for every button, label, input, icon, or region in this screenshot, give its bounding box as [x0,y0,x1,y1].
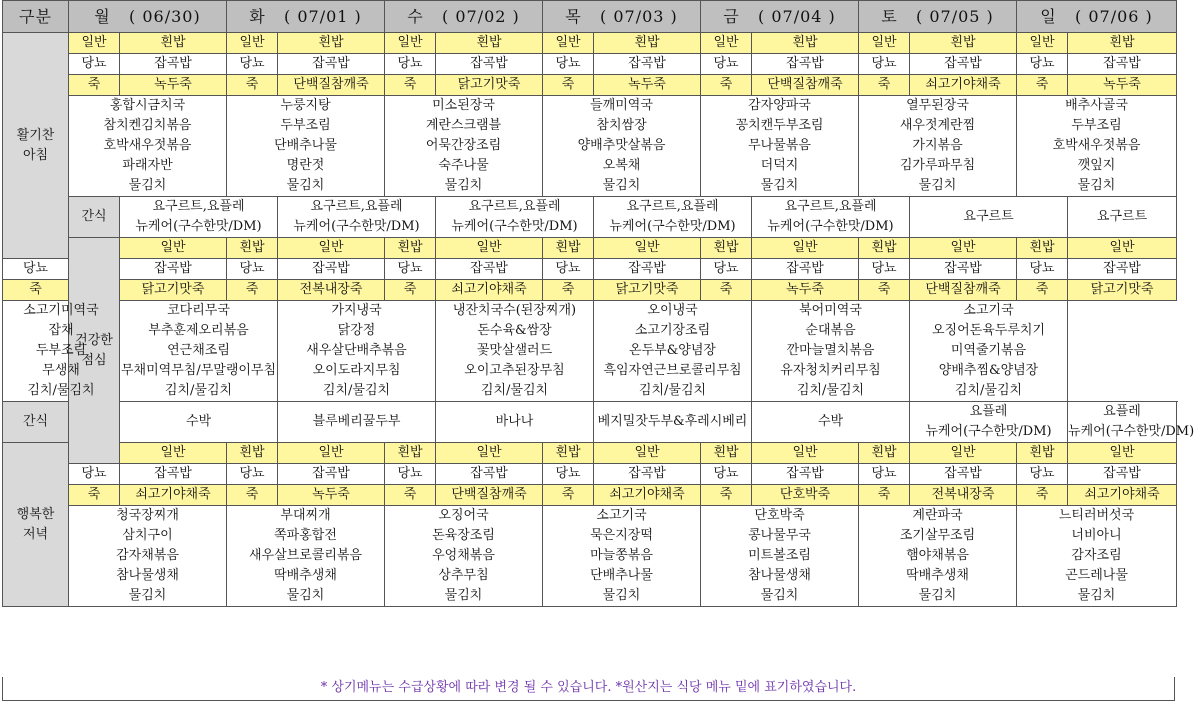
menu-item: 묵은지장떡 [543,526,701,546]
snack-item [278,197,436,238]
option-diabetic: 당뇨 [701,259,752,280]
menu-item: 느티러버섯국 [1017,506,1177,527]
menu-item: 계란스크램블 [385,116,543,136]
option-white: 흰밥 [1068,33,1177,54]
menu-item: 호박새우젓볶음 [1017,136,1177,156]
menu-item: 오징어돈육두루치기 [910,321,1068,341]
menu-item: 미소된장국 [385,96,543,117]
option-grain: 잡곡밥 [436,259,543,280]
menu-item: 우엉채볶음 [385,546,543,566]
option-grain: 잡곡밥 [278,464,385,485]
option-porridge: 죽 [385,280,436,301]
option-diabetic: 당뇨 [859,259,910,280]
menu-item: 닭강정 [278,321,436,341]
day-header-4 [701,1,859,33]
menu-item: 참치켄김치볶음 [69,116,227,136]
porridge-item: 쇠고기야채죽 [436,280,543,301]
option-general: 일반 [436,238,543,259]
snack-item-line2: 뉴케어(구수한맛/DM) [609,219,736,234]
menu-item: 단호박죽 [701,506,859,527]
option-diabetic: 당뇨 [227,259,278,280]
option-grain: 잡곡밥 [1068,54,1177,75]
snack-item-line1: 요구르트,요플레 [468,199,561,214]
option-white: 흰밥 [910,33,1017,54]
porridge-item: 닭고기맛죽 [120,280,227,301]
snack-item [1068,402,1194,443]
option-grain: 잡곡밥 [752,464,859,485]
menu-item: 단배추나물 [227,136,385,156]
option-white: 흰밥 [227,238,278,259]
day-date: ( 07/04 ) [758,6,836,26]
menu-item: 온두부&양념장 [594,341,752,361]
snack-item [910,402,1068,443]
menu-item: 소고기국 [543,506,701,527]
option-general: 일반 [436,443,543,464]
option-porridge: 죽 [385,485,436,506]
menu-item: 햄야채볶음 [859,546,1017,566]
option-diabetic: 당뇨 [227,54,278,75]
menu-item: 물김치 [69,176,227,197]
menu-item: 배추사골국 [1017,96,1177,117]
day-name: 수 [407,6,424,26]
menu-item: 새우젓계란찜 [859,116,1017,136]
snack-item: 바나나 [436,402,594,443]
menu-item: 더덕지 [701,156,859,176]
option-porridge: 죽 [701,485,752,506]
menu-item: 너비아니 [1017,526,1177,546]
menu-item: 호박새우젓볶음 [69,136,227,156]
porridge-item: 닭고기맛죽 [1068,280,1177,301]
option-porridge: 죽 [3,280,69,301]
snack-item-line1: 요구르트,요플레 [310,199,403,214]
porridge-item: 쇠고기야채죽 [594,485,701,506]
snack-item: 요구르트 [910,197,1068,238]
option-white: 흰밥 [701,443,752,464]
option-general: 일반 [69,33,120,54]
option-general: 일반 [227,33,278,54]
menu-item: 돈수육&쌈장 [436,321,594,341]
menu-item: 김치/물김치 [752,381,910,402]
menu-item: 부추훈제오리볶음 [120,321,278,341]
snack-item [120,197,278,238]
meal-label-breakfast: 활기찬 아침 [3,33,69,259]
menu-item: 잡채 [3,321,120,341]
option-general: 일반 [120,238,227,259]
menu-item: 꽃맛살샐러드 [436,341,594,361]
menu-item: 김치/물김치 [120,381,278,402]
menu-item: 연근채조림 [120,341,278,361]
menu-item: 참나물생채 [701,566,859,586]
day-header-3 [543,1,701,33]
option-porridge: 죽 [543,280,594,301]
menu-item: 깻잎지 [1017,156,1177,176]
option-grain: 잡곡밥 [910,259,1017,280]
option-white: 흰밥 [543,238,594,259]
option-general: 일반 [120,443,227,464]
option-grain: 잡곡밥 [1068,464,1177,485]
menu-item: 명란젓 [227,156,385,176]
option-porridge: 죽 [227,280,278,301]
menu-item: 쪽파홍합전 [227,526,385,546]
option-white: 흰밥 [385,238,436,259]
option-diabetic: 당뇨 [385,54,436,75]
porridge-item: 녹두죽 [120,75,227,96]
option-general: 일반 [385,33,436,54]
menu-item: 참치쌈장 [543,116,701,136]
menu-item: 김치/물김치 [436,381,594,402]
menu-item: 물김치 [227,176,385,197]
menu-item: 북어미역국 [752,301,910,322]
menu-item: 숙주나물 [385,156,543,176]
meal-label-lunch: 건강한 점심 [69,238,120,464]
option-porridge: 죽 [227,75,278,96]
option-diabetic: 당뇨 [385,259,436,280]
menu-item: 오이냉국 [594,301,752,322]
option-general: 일반 [752,443,859,464]
menu-item: 단배추나물 [543,566,701,586]
option-porridge: 죽 [385,75,436,96]
option-porridge: 죽 [859,75,910,96]
menu-item: 무채미역무침/무말랭이무침 [120,361,278,381]
option-porridge: 죽 [1017,280,1068,301]
option-white: 흰밥 [436,33,543,54]
option-grain: 잡곡밥 [752,54,859,75]
menu-item: 딱배추생채 [227,566,385,586]
snack-item: 요구르트 [1068,197,1177,238]
option-grain: 잡곡밥 [436,464,543,485]
snack-item: 베지밀잣두부&후레시베리 [594,402,752,443]
option-general: 일반 [1068,443,1177,464]
snack-item [594,197,752,238]
snack-item-line2: 뉴케어(구수한맛/DM) [451,219,578,234]
option-grain: 잡곡밥 [594,54,701,75]
option-diabetic: 당뇨 [701,464,752,485]
menu-item: 돈육장조림 [385,526,543,546]
porridge-item: 녹두죽 [752,280,859,301]
option-grain: 잡곡밥 [594,259,701,280]
menu-item: 콩나물무국 [701,526,859,546]
menu-item: 들깨미역국 [543,96,701,117]
menu-item: 물김치 [1017,586,1177,607]
menu-item: 물김치 [1017,176,1177,197]
menu-item: 소고기미역국 [3,301,120,322]
option-white: 흰밥 [120,33,227,54]
option-grain: 잡곡밥 [910,54,1017,75]
option-grain: 잡곡밥 [752,259,859,280]
menu-item: 곤드레나물 [1017,566,1177,586]
option-grain: 잡곡밥 [910,464,1017,485]
option-diabetic: 당뇨 [3,259,69,280]
snack-item-line2: 뉴케어(구수한맛/DM) [767,219,894,234]
option-general: 일반 [752,238,859,259]
menu-item: 유자청치커리무침 [752,361,910,381]
menu-item: 꽁치캔두부조림 [701,116,859,136]
option-porridge: 죽 [543,75,594,96]
menu-item: 깐마늘멸치볶음 [752,341,910,361]
porridge-item: 쇠고기야채죽 [1068,485,1177,506]
option-porridge: 죽 [1017,485,1068,506]
snack-item: 수박 [120,402,278,443]
menu-item: 오징어국 [385,506,543,527]
option-grain: 잡곡밥 [120,259,227,280]
option-white: 흰밥 [1017,238,1068,259]
menu-item: 오이고추된장무침 [436,361,594,381]
porridge-item: 녹두죽 [1068,75,1177,96]
menu-item: 어묵간장조림 [385,136,543,156]
option-porridge: 죽 [701,75,752,96]
menu-item: 가지냉국 [278,301,436,322]
menu-item: 홍합시금치국 [69,96,227,117]
meal-label-snack-1: 간식 [69,197,120,238]
option-white: 흰밥 [543,443,594,464]
option-diabetic: 당뇨 [859,54,910,75]
menu-item: 물김치 [543,586,701,607]
option-porridge: 죽 [859,280,910,301]
day-date: ( 06/30) [129,6,201,26]
option-porridge: 죽 [69,485,120,506]
porridge-item: 단백질참깨죽 [278,75,385,96]
option-porridge: 죽 [859,485,910,506]
menu-item: 미트볼조림 [701,546,859,566]
porridge-item: 닭고기맛죽 [594,280,701,301]
menu-item: 새우살단배추볶음 [278,341,436,361]
snack-item-line2: 뉴케어(구수한맛/DM) [135,219,262,234]
meal-label-dinner: 행복한 저녁 [3,443,69,607]
option-diabetic: 당뇨 [543,54,594,75]
option-diabetic: 당뇨 [701,54,752,75]
menu-item: 청국장찌개 [69,506,227,527]
menu-item: 김가루파무침 [859,156,1017,176]
porridge-item: 녹두죽 [594,75,701,96]
menu-item: 물김치 [701,176,859,197]
option-grain: 잡곡밥 [120,464,227,485]
day-name: 화 [249,6,266,26]
footer-note: * 상기메뉴는 수급상황에 따라 변경 될 수 있습니다. *원산지는 식당 메뉴 밑에 표기하였습니다. [2,677,1175,701]
day-name: 토 [881,6,898,26]
option-white: 흰밥 [594,33,701,54]
day-date: ( 07/03 ) [600,6,678,26]
snack-item: 수박 [752,402,910,443]
day-header-1 [227,1,385,33]
menu-item: 두부조림 [1017,116,1177,136]
porridge-item: 단백질참깨죽 [436,485,543,506]
menu-item: 흑임자연근브로콜리무침 [594,361,752,381]
menu-item: 무나물볶음 [701,136,859,156]
menu-item: 물김치 [859,586,1017,607]
menu-item: 미역줄기볶음 [910,341,1068,361]
option-porridge: 죽 [69,75,120,96]
menu-item: 파래자반 [69,156,227,176]
snack-item-line1: 요플레 [1103,404,1141,419]
menu-item: 김치/물김치 [278,381,436,402]
menu-item: 김치/물김치 [910,381,1068,402]
option-diabetic: 당뇨 [69,54,120,75]
menu-item: 열무된장국 [859,96,1017,117]
menu-item: 감자조림 [1017,546,1177,566]
menu-item: 김치/물김치 [3,381,120,402]
menu-item: 가지볶음 [859,136,1017,156]
menu-item: 계란파국 [859,506,1017,527]
option-porridge: 죽 [543,485,594,506]
menu-item: 순대볶음 [752,321,910,341]
option-white: 흰밥 [278,33,385,54]
menu-item: 소고기국 [910,301,1068,322]
snack-item-line2: 뉴케어(구수한맛/DM) [1068,424,1194,439]
option-white: 흰밥 [859,238,910,259]
porridge-item: 닭고기맛죽 [436,75,543,96]
snack-item [752,197,910,238]
porridge-item: 단호박죽 [752,485,859,506]
menu-item: 새우살브로콜리볶음 [227,546,385,566]
porridge-item: 녹두죽 [278,485,385,506]
porridge-item: 쇠고기야채죽 [120,485,227,506]
menu-item: 양배추맛살볶음 [543,136,701,156]
option-porridge: 죽 [1017,75,1068,96]
snack-item-line1: 요구르트,요플레 [784,199,877,214]
option-grain: 잡곡밥 [278,259,385,280]
porridge-item: 단백질참깨죽 [910,280,1017,301]
option-general: 일반 [1017,33,1068,54]
option-white: 흰밥 [385,443,436,464]
menu-item: 조기살무조림 [859,526,1017,546]
menu-item: 김치/물김치 [594,381,752,402]
day-name: 목 [565,6,582,26]
menu-item: 두부조림 [3,341,120,361]
day-date: ( 07/01 ) [284,6,362,26]
option-white: 흰밥 [227,443,278,464]
option-diabetic: 당뇨 [1017,464,1068,485]
menu-item: 냉잔치국수(된장찌개) [436,301,594,322]
porridge-item: 단백질참깨죽 [752,75,859,96]
day-date: ( 07/06 ) [1075,6,1153,26]
menu-item: 물김치 [701,586,859,607]
menu-item: 감자양파국 [701,96,859,117]
menu-item: 오복채 [543,156,701,176]
day-name: 일 [1040,6,1057,26]
day-header-2 [385,1,543,33]
menu-item: 소고기장조림 [594,321,752,341]
snack-item-line2: 뉴케어(구수한맛/DM) [925,424,1052,439]
porridge-item: 쇠고기야채죽 [910,75,1017,96]
header-label: 구분 [3,1,69,33]
option-general: 일반 [278,238,385,259]
option-grain: 잡곡밥 [594,464,701,485]
option-general: 일반 [278,443,385,464]
menu-item: 코다리무국 [120,301,278,322]
day-name: 월 [94,6,111,26]
weekly-menu-table [2,0,1194,607]
day-date: ( 07/02 ) [442,6,520,26]
menu-item: 감자채볶음 [69,546,227,566]
porridge-item: 전복내장죽 [278,280,385,301]
snack-item [436,197,594,238]
menu-item: 물김치 [543,176,701,197]
menu-item: 물김치 [385,586,543,607]
option-diabetic: 당뇨 [385,464,436,485]
menu-item: 물김치 [385,176,543,197]
option-general: 일반 [1068,238,1177,259]
option-porridge: 죽 [701,280,752,301]
snack-item-line1: 요구르트,요플레 [152,199,245,214]
option-grain: 잡곡밥 [120,54,227,75]
option-white: 흰밥 [701,238,752,259]
day-header-5 [859,1,1017,33]
porridge-item: 전복내장죽 [910,485,1017,506]
menu-item: 무생채 [3,361,120,381]
option-diabetic: 당뇨 [543,259,594,280]
snack-item-line1: 요구르트,요플레 [626,199,719,214]
menu-item: 물김치 [227,586,385,607]
snack-item-line2: 뉴케어(구수한맛/DM) [293,219,420,234]
option-grain: 잡곡밥 [278,54,385,75]
menu-item: 누룽지탕 [227,96,385,117]
menu-item: 부대찌개 [227,506,385,527]
option-white: 흰밥 [752,33,859,54]
option-diabetic: 당뇨 [859,464,910,485]
menu-item: 참나물생채 [69,566,227,586]
menu-item: 마늘쫑볶음 [543,546,701,566]
menu-item: 딱배추생채 [859,566,1017,586]
snack-item-line1: 요플레 [969,404,1008,419]
option-diabetic: 당뇨 [543,464,594,485]
snack-item: 블루베리꿀두부 [278,402,436,443]
day-header-0 [69,1,227,33]
menu-item: 두부조림 [227,116,385,136]
option-diabetic: 당뇨 [227,464,278,485]
option-general: 일반 [859,33,910,54]
day-date: ( 07/05 ) [916,6,994,26]
day-header-6 [1017,1,1177,33]
option-grain: 잡곡밥 [1068,259,1177,280]
option-general: 일반 [543,33,594,54]
meal-label-snack-2: 간식 [3,402,69,443]
menu-item: 물김치 [859,176,1017,197]
option-white: 흰밥 [1017,443,1068,464]
option-general: 일반 [701,33,752,54]
option-diabetic: 당뇨 [1017,259,1068,280]
menu-item: 상추무침 [385,566,543,586]
option-diabetic: 당뇨 [1017,54,1068,75]
option-general: 일반 [910,238,1017,259]
option-general: 일반 [594,443,701,464]
option-grain: 잡곡밥 [436,54,543,75]
menu-item: 삼치구이 [69,526,227,546]
option-white: 흰밥 [859,443,910,464]
day-name: 금 [723,6,740,26]
menu-item: 오이도라지무침 [278,361,436,381]
option-general: 일반 [910,443,1017,464]
option-diabetic: 당뇨 [69,464,120,485]
option-general: 일반 [594,238,701,259]
option-porridge: 죽 [227,485,278,506]
menu-item: 양배추찜&양념장 [910,361,1068,381]
menu-item: 물김치 [69,586,227,607]
